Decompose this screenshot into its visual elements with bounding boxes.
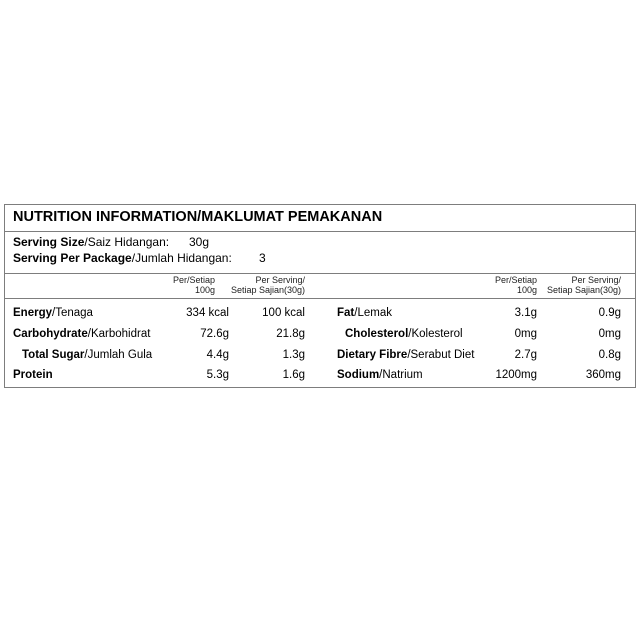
cholesterol-perserving: 0mg xyxy=(598,328,621,340)
serving-per-package xyxy=(13,251,232,265)
nutrient-name: Dietary Fibre xyxy=(337,349,408,361)
header-line: Per Serving/ xyxy=(255,275,305,285)
nutrient-carbohydrate xyxy=(13,328,150,340)
serving-size-value: 30g xyxy=(189,235,210,249)
nutrient-dietary-fibre xyxy=(337,349,474,361)
nutrient-cholesterol xyxy=(345,328,463,340)
divider xyxy=(5,273,635,274)
nutrient-name-translation: /Kolesterol xyxy=(408,328,463,340)
header-perserving-right xyxy=(547,275,621,295)
serving-per-package-label: Serving Per Package xyxy=(13,251,132,265)
header-line: Per Serving/ xyxy=(571,275,621,285)
fat-perserving: 0.9g xyxy=(598,307,621,319)
header-per100-left xyxy=(173,275,215,295)
nutrient-name: Sodium xyxy=(337,369,380,381)
serving-per-package-value: 3 xyxy=(259,251,266,265)
protein-per100: 5.3g xyxy=(206,369,229,381)
total-sugar-perserving: 1.3g xyxy=(282,349,305,361)
nutrient-name: Energy xyxy=(13,307,52,319)
nutrient-energy xyxy=(13,307,93,319)
header-line: Per/Setiap xyxy=(494,275,537,285)
energy-per100: 334 kcal xyxy=(186,307,229,319)
energy-perserving: 100 kcal xyxy=(262,307,305,319)
divider xyxy=(5,298,635,299)
nutrient-name-translation: /Tenaga xyxy=(52,307,93,319)
nutrient-sodium xyxy=(337,369,423,381)
dietary-fibre-perserving: 0.8g xyxy=(598,349,621,361)
header-line: Per/Setiap xyxy=(172,275,215,285)
carbohydrate-per100: 72.6g xyxy=(200,328,229,340)
header-line: Setiap Sajian(30g) xyxy=(230,285,305,295)
nutrition-panel xyxy=(4,204,636,388)
header-line: Setiap Sajian(30g) xyxy=(546,285,621,295)
nutrient-name-translation: /Jumlah Gula xyxy=(84,349,153,361)
header-per100-right xyxy=(495,275,537,295)
nutrient-fat xyxy=(337,307,392,319)
nutrient-name-translation: /Natrium xyxy=(379,369,423,381)
panel-title: NUTRITION INFORMATION/MAKLUMAT PEMAKANAN xyxy=(13,209,383,225)
header-line: 100g xyxy=(194,285,215,295)
nutrient-name: Protein xyxy=(13,369,53,381)
sodium-per100: 1200mg xyxy=(495,369,537,381)
cholesterol-per100: 0mg xyxy=(514,328,537,340)
fat-per100: 3.1g xyxy=(514,307,537,319)
nutrient-name-translation: /Karbohidrat xyxy=(87,328,151,340)
header-perserving-left xyxy=(231,275,305,295)
sodium-perserving: 360mg xyxy=(585,369,621,381)
nutrient-total-sugar xyxy=(22,349,152,361)
nutrient-name: Cholesterol xyxy=(345,328,409,340)
serving-size-label-rest: /Saiz Hidangan: xyxy=(84,235,170,249)
carbohydrate-perserving: 21.8g xyxy=(276,328,305,340)
nutrient-name-translation: /Serabut Diet xyxy=(407,349,475,361)
nutrient-protein xyxy=(13,369,53,381)
protein-perserving: 1.6g xyxy=(282,369,305,381)
nutrient-name: Carbohydrate xyxy=(13,328,88,340)
nutrient-name-translation: /Lemak xyxy=(354,307,392,319)
serving-per-package-label-rest: /Jumlah Hidangan: xyxy=(131,251,232,265)
serving-size-label: Serving Size xyxy=(13,235,85,249)
nutrient-name: Total Sugar xyxy=(22,349,85,361)
divider xyxy=(5,231,635,232)
nutrient-name: Fat xyxy=(337,307,355,319)
total-sugar-per100: 4.4g xyxy=(206,349,229,361)
serving-size xyxy=(13,235,169,249)
header-line: 100g xyxy=(516,285,537,295)
dietary-fibre-per100: 2.7g xyxy=(514,349,537,361)
